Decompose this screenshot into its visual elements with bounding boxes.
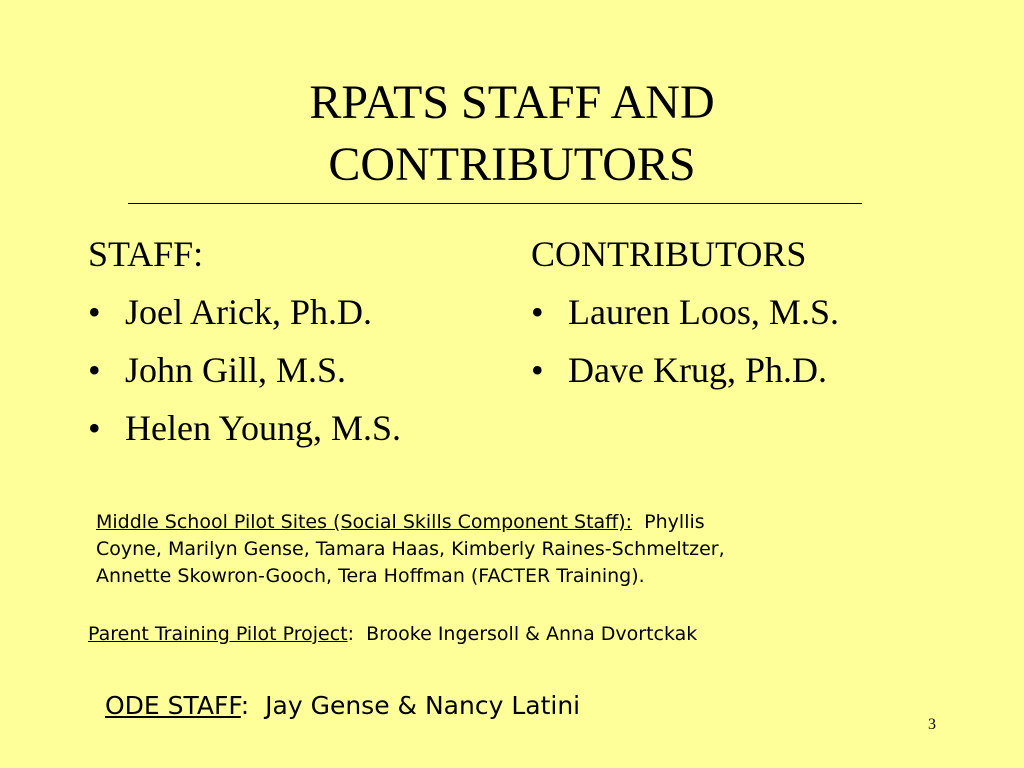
parent-training-note [88, 621, 697, 648]
contributor-item-text: Lauren Loos, M.S. [568, 292, 839, 332]
pilot-sites-label: Middle School Pilot Sites (Social Skills Component Staff): [96, 511, 633, 533]
staff-list [88, 288, 401, 462]
slide-title [0, 72, 1024, 196]
pilot-sites-line-1 [96, 509, 725, 536]
parent-training-text: Brooke Ingersoll & Anna Dvortckak [366, 623, 698, 645]
staff-column [88, 230, 401, 462]
page-number: 3 [928, 716, 936, 733]
staff-item [88, 288, 401, 346]
pilot-sites-note [96, 509, 725, 590]
staff-item-text: John Gill, M.S. [125, 350, 347, 390]
bullet-icon: • [531, 350, 544, 390]
pilot-sites-line-2: Coyne, Marilyn Gense, Tamara Haas, Kimberly Raines-Schmeltzer, [96, 538, 725, 560]
contributor-item-text: Dave Krug, Ph.D. [568, 350, 827, 390]
contributor-item [531, 346, 839, 404]
staff-item-text: Joel Arick, Ph.D. [125, 292, 372, 332]
slide-title-line-2: CONTRIBUTORS [328, 138, 696, 191]
staff-item [88, 404, 401, 462]
ode-staff-label: ODE STAFF [105, 691, 241, 720]
bullet-icon: • [88, 292, 101, 332]
contributors-heading: CONTRIBUTORS [531, 234, 807, 274]
bullet-icon: • [88, 350, 101, 390]
pilot-sites-line-3: Annette Skowron-Gooch, Tera Hoffman (FACTER Training). [96, 565, 645, 587]
parent-training-separator: : [347, 623, 354, 645]
pilot-sites-line-1-rest: Phyllis [644, 511, 705, 533]
contributors-list [531, 288, 839, 404]
slide-title-line-1: RPATS STAFF AND [309, 76, 715, 129]
bullet-icon: • [531, 292, 544, 332]
title-divider [128, 203, 862, 204]
ode-staff-text: Jay Gense & Nancy Latini [265, 691, 581, 720]
staff-item-text: Helen Young, M.S. [125, 408, 402, 448]
staff-item [88, 346, 401, 404]
staff-heading: STAFF: [88, 234, 204, 274]
contributors-column [531, 230, 839, 404]
contributor-item [531, 288, 839, 346]
ode-staff-note [105, 688, 580, 724]
bullet-icon: • [88, 408, 101, 448]
parent-training-label: Parent Training Pilot Project [88, 623, 348, 645]
ode-staff-separator: : [240, 691, 250, 720]
